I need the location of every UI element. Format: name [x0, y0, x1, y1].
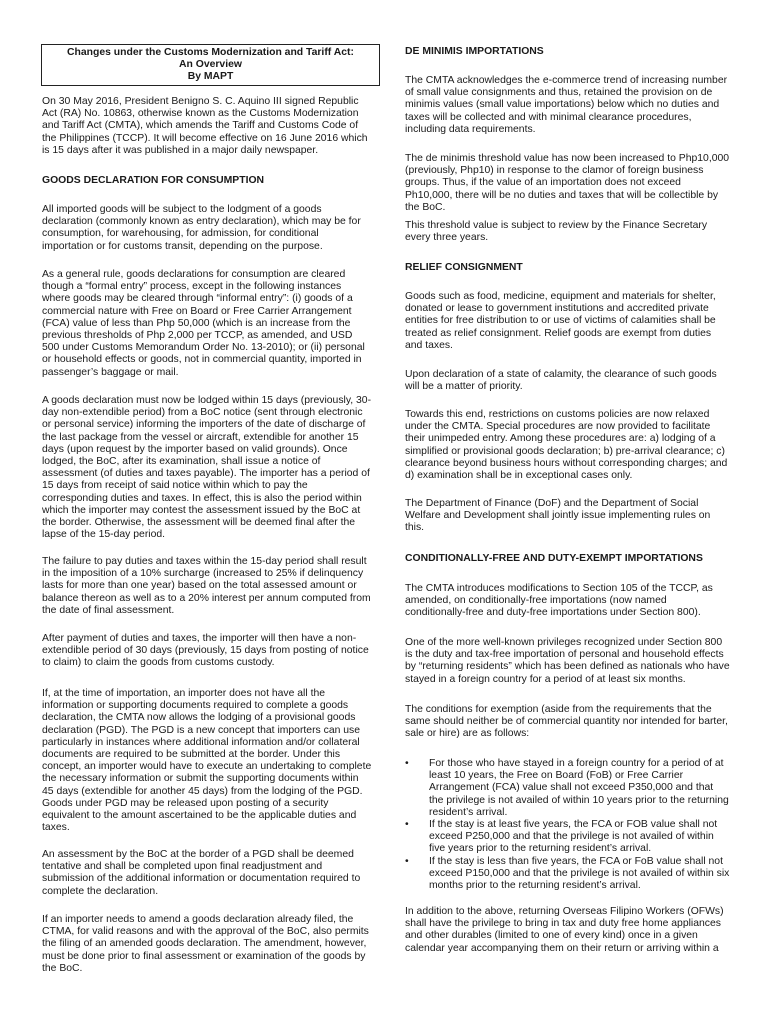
- paragraph: If an importer needs to amend a goods declaration already filed, the CTMA, for valid reasons and with the approval of the BoC, also permits the filing of an amended goods declaration. The amendment, however, must be done prior to final assessment or examination of the goods by the BoC.: [42, 914, 369, 974]
- list-item-text: For those who have stayed in a foreign country for a period of at least 10 years, the Free on Board (FoB) or Free Carrier Arrangement (FCA) value shall not exceed P350,000 and that the privilege is not availed of within 10 years prior to the returning resident’s arrival.: [429, 758, 729, 818]
- bullet-icon: •: [405, 758, 409, 769]
- heading-goods-declaration: GOODS DECLARATION FOR CONSUMPTION: [42, 175, 265, 186]
- list-item: [405, 819, 730, 856]
- paragraph: The Department of Finance (DoF) and the Department of Social Welfare and Development shall jointly issue implementing rules on this.: [405, 498, 711, 534]
- title-line-3: By MAPT: [187, 71, 234, 83]
- paragraph: The de minimis threshold value has now been increased to Php10,000 (previously, Php10) in response to the clamor of foreign business groups. Thus, if the value of an importation does not exceed Ph10,000, there will be no duties and taxes that will be collectible by the BoC.: [405, 153, 730, 213]
- bullet-icon: •: [405, 819, 409, 831]
- paragraph: An assessment by the BoC at the border of a PGD shall be deemed tentative and shall be completed upon final readjustment and submission of the additional information or documentation required to complete the declaration.: [42, 849, 361, 897]
- title-box: [41, 44, 380, 86]
- title-line-1: Changes under the Customs Modernization and Tariff Act:: [67, 47, 354, 58]
- paragraph: One of the more well-known privileges recognized under Section 800 is the duty and tax-free importation of personal and household effects by “returning residents” which has been defined as nationals who have stayed in a foreign country for a period of at least six months.: [405, 637, 730, 685]
- title-line-2: An Overview: [179, 59, 242, 71]
- list-item: [405, 758, 730, 819]
- paragraph: As a general rule, goods declarations for consumption are cleared though a “formal entry” process, except in the following instances where goods may be cleared through “informal entry”: (i) goods of a commercial nature with Free on Board or Free Carrier Arrangement (FCA) value of less than Php 50,000 (which is an increase from the previous thresholds of Php 2,000 per TCCP, as amended, and USD 500 under Customs Memorandum Order No. 13-2010); or (ii) personal or household effects or goods, not in commercial quantity, imported in passenger’s baggage or mail.: [42, 269, 365, 378]
- list-item: [405, 856, 730, 893]
- paragraph: The failure to pay duties and taxes within the 15-day period shall result in the imposition of a 10% surcharge (increased to 25% if delinquency lasts for more than one year) based on the total assessed amount or balance thereon as well as to a 20% interest per annum computed from the date of final assessment.: [42, 556, 371, 616]
- paragraph: Towards this end, restrictions on customs policies are now relaxed under the CMTA. Special procedures are now provided to facilitate their unimpeded entry. Among these procedures are: a) lodging of a simplified or provisional goods declaration; b) pre-arrival clearance; c) clearance beyond business hours without corresponding charges; and d) examination shall be in exceptional cases only.: [405, 409, 728, 482]
- list-item-text: If the stay is less than five years, the FCA or FoB value shall not exceed P150,000 and that the privilege is not availed of within six months prior to the returning resident’s arrival.: [429, 855, 730, 892]
- paragraph: In addition to the above, returning Overseas Filipino Workers (OFWs) shall have the privilege to bring in tax and duty free home appliances and other durables (limited to one of every kind) once in a given calendar year accompanying them on their return or arriving within a: [405, 906, 724, 954]
- heading-conditionally-free: CONDITIONALLY-FREE AND DUTY-EXEMPT IMPORTATIONS: [405, 553, 703, 564]
- paragraph: The CMTA introduces modifications to Section 105 of the TCCP, as amended, on conditionally-free importations (now named conditionally-free and duty-free importations under Section 800).: [405, 583, 713, 619]
- paragraph: After payment of duties and taxes, the importer will then have a non-extendible period of 30 days (previously, 15 days from posting of notice to claim) to claim the goods from customs custody.: [42, 633, 369, 669]
- list-item-text: If the stay is at least five years, the FCA or FOB value shall not exceed P250,000 and that the privilege is not availed of within five years prior to the returning resident’s arrival.: [429, 819, 718, 855]
- paragraph: Goods such as food, medicine, equipment and materials for shelter, donated or lease to government institutions and accredited private entities for free distribution to or use of victims of calamities shall be treated as relief consignment. Relief goods are exempt from duties and taxes.: [405, 291, 716, 351]
- heading-relief-consignment: RELIEF CONSIGNMENT: [405, 262, 523, 273]
- exemption-conditions-list: [405, 758, 730, 892]
- heading-de-minimis: DE MINIMIS IMPORTATIONS: [405, 46, 544, 57]
- intro-paragraph: On 30 May 2016, President Benigno S. C. Aquino III signed Republic Act (RA) No. 10863, otherwise known as the Customs Modernization and Tariff Act (CMTA), which amends the Tariff and Customs Code of the Philippines (TCCP). It will become effective on 16 June 2016 which is 15 days after it was published in a major daily newspaper.: [42, 96, 368, 156]
- bullet-icon: •: [405, 855, 409, 867]
- paragraph: Upon declaration of a state of calamity, the clearance of such goods will be a matter of priority.: [405, 369, 717, 393]
- paragraph: This threshold value is subject to review by the Finance Secretary every three years.: [405, 220, 708, 244]
- paragraph: All imported goods will be subject to the lodgment of a goods declaration (commonly known as entry declaration), which may be for consumption, for warehousing, for admission, for conditional importation or for customs transit, depending on the purpose.: [42, 204, 361, 252]
- paragraph: The conditions for exemption (aside from the requirements that the same should neither be of commercial quantity nor intended for barter, sale or hire) are as follows:: [405, 704, 728, 740]
- paragraph: If, at the time of importation, an importer does not have all the information or supporting documents required to complete a goods declaration, the CMTA now allows the lodging of a provisional goods declaration (PGD). The PGD is a new concept that importers can use particularly in instances where additional information and/or collateral documents are required to be submitted at the border. Under this concept, an importer would have to execute an undertaking to complete the necessary information or submit the supporting documents within 45 days (extendible for another 45 days) from the lodging of the PGD. Goods under PGD may be released upon posting of a security equivalent to the amount ascertained to be the applicable duties and taxes.: [42, 688, 372, 834]
- paragraph: A goods declaration must now be lodged within 15 days (previously, 30-day non-extendible period) from a BoC notice (sent through electronic or personal service) informing the importers of the date of discharge of the last package from the vessel or aircraft, extendible for another 15 days (upon request by the importer based on valid grounds). Once lodged, the BoC, after its examination, shall issue a notice of assessment (of duties and taxes payable). The importer has a period of 15 days from receipt of said notice within which to pay the corresponding duties and taxes. In effect, this is also the period within which the importer may contest the assessment issued by the BoC at the border. Otherwise, the assessment will be deemed final after the lapse of the 15-day period.: [42, 395, 372, 541]
- paragraph: The CMTA acknowledges the e-commerce trend of increasing number of small value consignments and thus, retained the provision on de minimis values (small value importations) below which no duties and taxes will be collected and with minimal clearance procedures, including data requirements.: [405, 75, 728, 135]
